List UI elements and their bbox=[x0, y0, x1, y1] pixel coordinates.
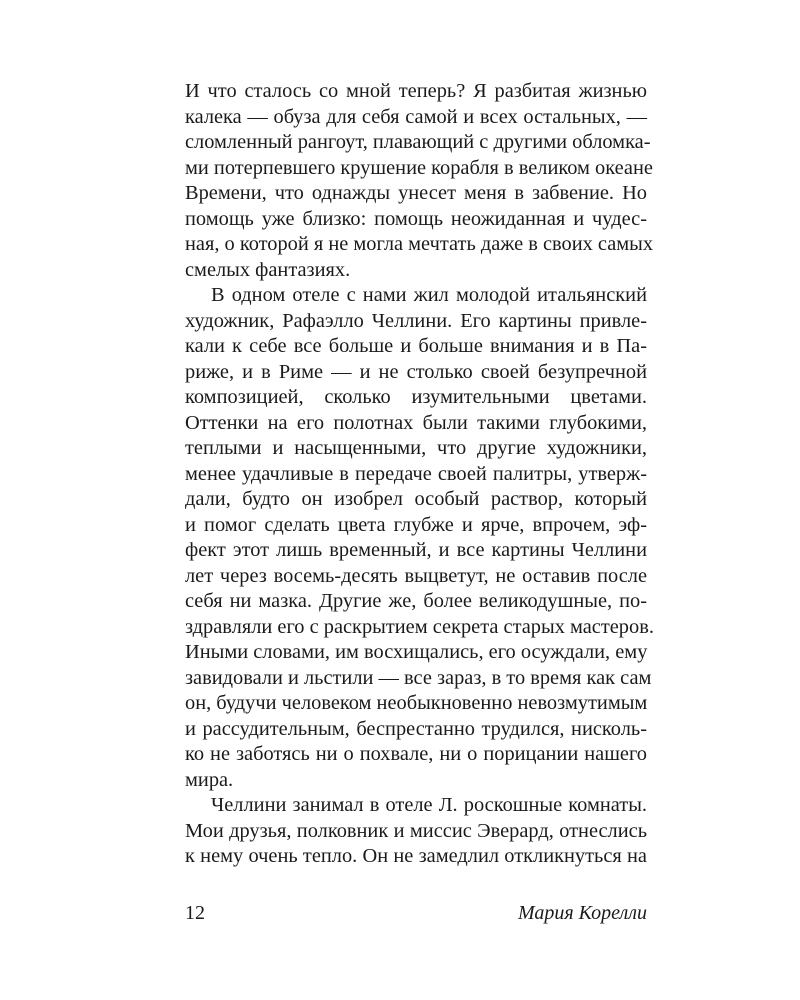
text-line: помощь уже близко: помощь неожиданная и чудес- bbox=[185, 207, 647, 230]
text-line: И что сталось со мной теперь? Я разбитая жизнью bbox=[185, 80, 647, 102]
text-line: и рассудительным, беспрестанно трудился, нисколь- bbox=[185, 717, 647, 740]
paragraph bbox=[185, 283, 654, 793]
text-line: ная, о которой я не могла мечтать даже в своих самых bbox=[185, 233, 654, 255]
text-line: Времени, что однажды унесет меня в забвение. Но bbox=[185, 182, 647, 204]
text-line: лет через восемь-десять выцветут, не оставив после bbox=[185, 564, 647, 587]
text-line: он, будучи человеком необыкновенно невозмутимым bbox=[185, 692, 648, 714]
running-footer-author: Мария Корелли bbox=[517, 902, 647, 924]
text-line: завидовали и льстили — все зараз, в то время как сам bbox=[185, 666, 652, 689]
text-line: ко не заботясь ни о похвале, ни о порицании нашего bbox=[185, 743, 647, 765]
text-line: Мои друзья, полковник и миссис Эверард, отнеслись bbox=[185, 819, 647, 842]
page-footer bbox=[185, 898, 647, 928]
page-number: 12 bbox=[185, 902, 205, 924]
text-line: риже, и в Риме — и не столько своей безупречной bbox=[185, 360, 647, 383]
text-line: здравляли его с раскрытием секрета старых мастеров. bbox=[185, 615, 654, 638]
text-line: кали к себе все больше и больше внимания и в Па- bbox=[185, 335, 647, 357]
text-line: Челлини занимал в отеле Л. роскошные комнаты. bbox=[211, 794, 647, 816]
text-line: к нему очень тепло. Он не замедлил откликнуться на bbox=[185, 845, 647, 867]
paragraph bbox=[185, 79, 654, 283]
text-line: ми потерпевшего крушение корабля в великом океане bbox=[185, 156, 653, 179]
text-line: теплыми и насыщенными, что другие художники, bbox=[185, 437, 647, 459]
text-line: дали, будто он изобрел особый раствор, который bbox=[185, 488, 647, 510]
text-line: калека — обуза для себя самой и всех остальных, — bbox=[185, 105, 647, 128]
text-line: мира. bbox=[185, 768, 234, 791]
page-text bbox=[185, 79, 654, 870]
text-line: себя ни мазка. Другие же, более великодушные, по- bbox=[185, 590, 647, 612]
text-line: Иными словами, им восхищались, его осуждали, ему bbox=[185, 641, 648, 663]
text-line: смелых фантазиях. bbox=[185, 258, 351, 281]
text-line: и помог сделать цвета глубже и ярче, впрочем, эф- bbox=[185, 513, 647, 536]
text-line: композицией, сколько изумительными цветами. bbox=[185, 386, 647, 408]
text-line: фект этот лишь временный, и все картины Челлини bbox=[185, 539, 647, 561]
text-line: Оттенки на его полотнах были такими глубокими, bbox=[185, 411, 647, 434]
text-line: художник, Рафаэлло Челлини. Его картины привле- bbox=[185, 309, 647, 332]
text-line: менее удачливые в передаче своей палитры, утверж- bbox=[185, 462, 647, 485]
text-line: В одном отеле с нами жил молодой итальянский bbox=[211, 284, 647, 306]
paragraph bbox=[185, 793, 647, 870]
text-line: сломленный рангоут, плавающий с другими обломка- bbox=[185, 131, 651, 153]
